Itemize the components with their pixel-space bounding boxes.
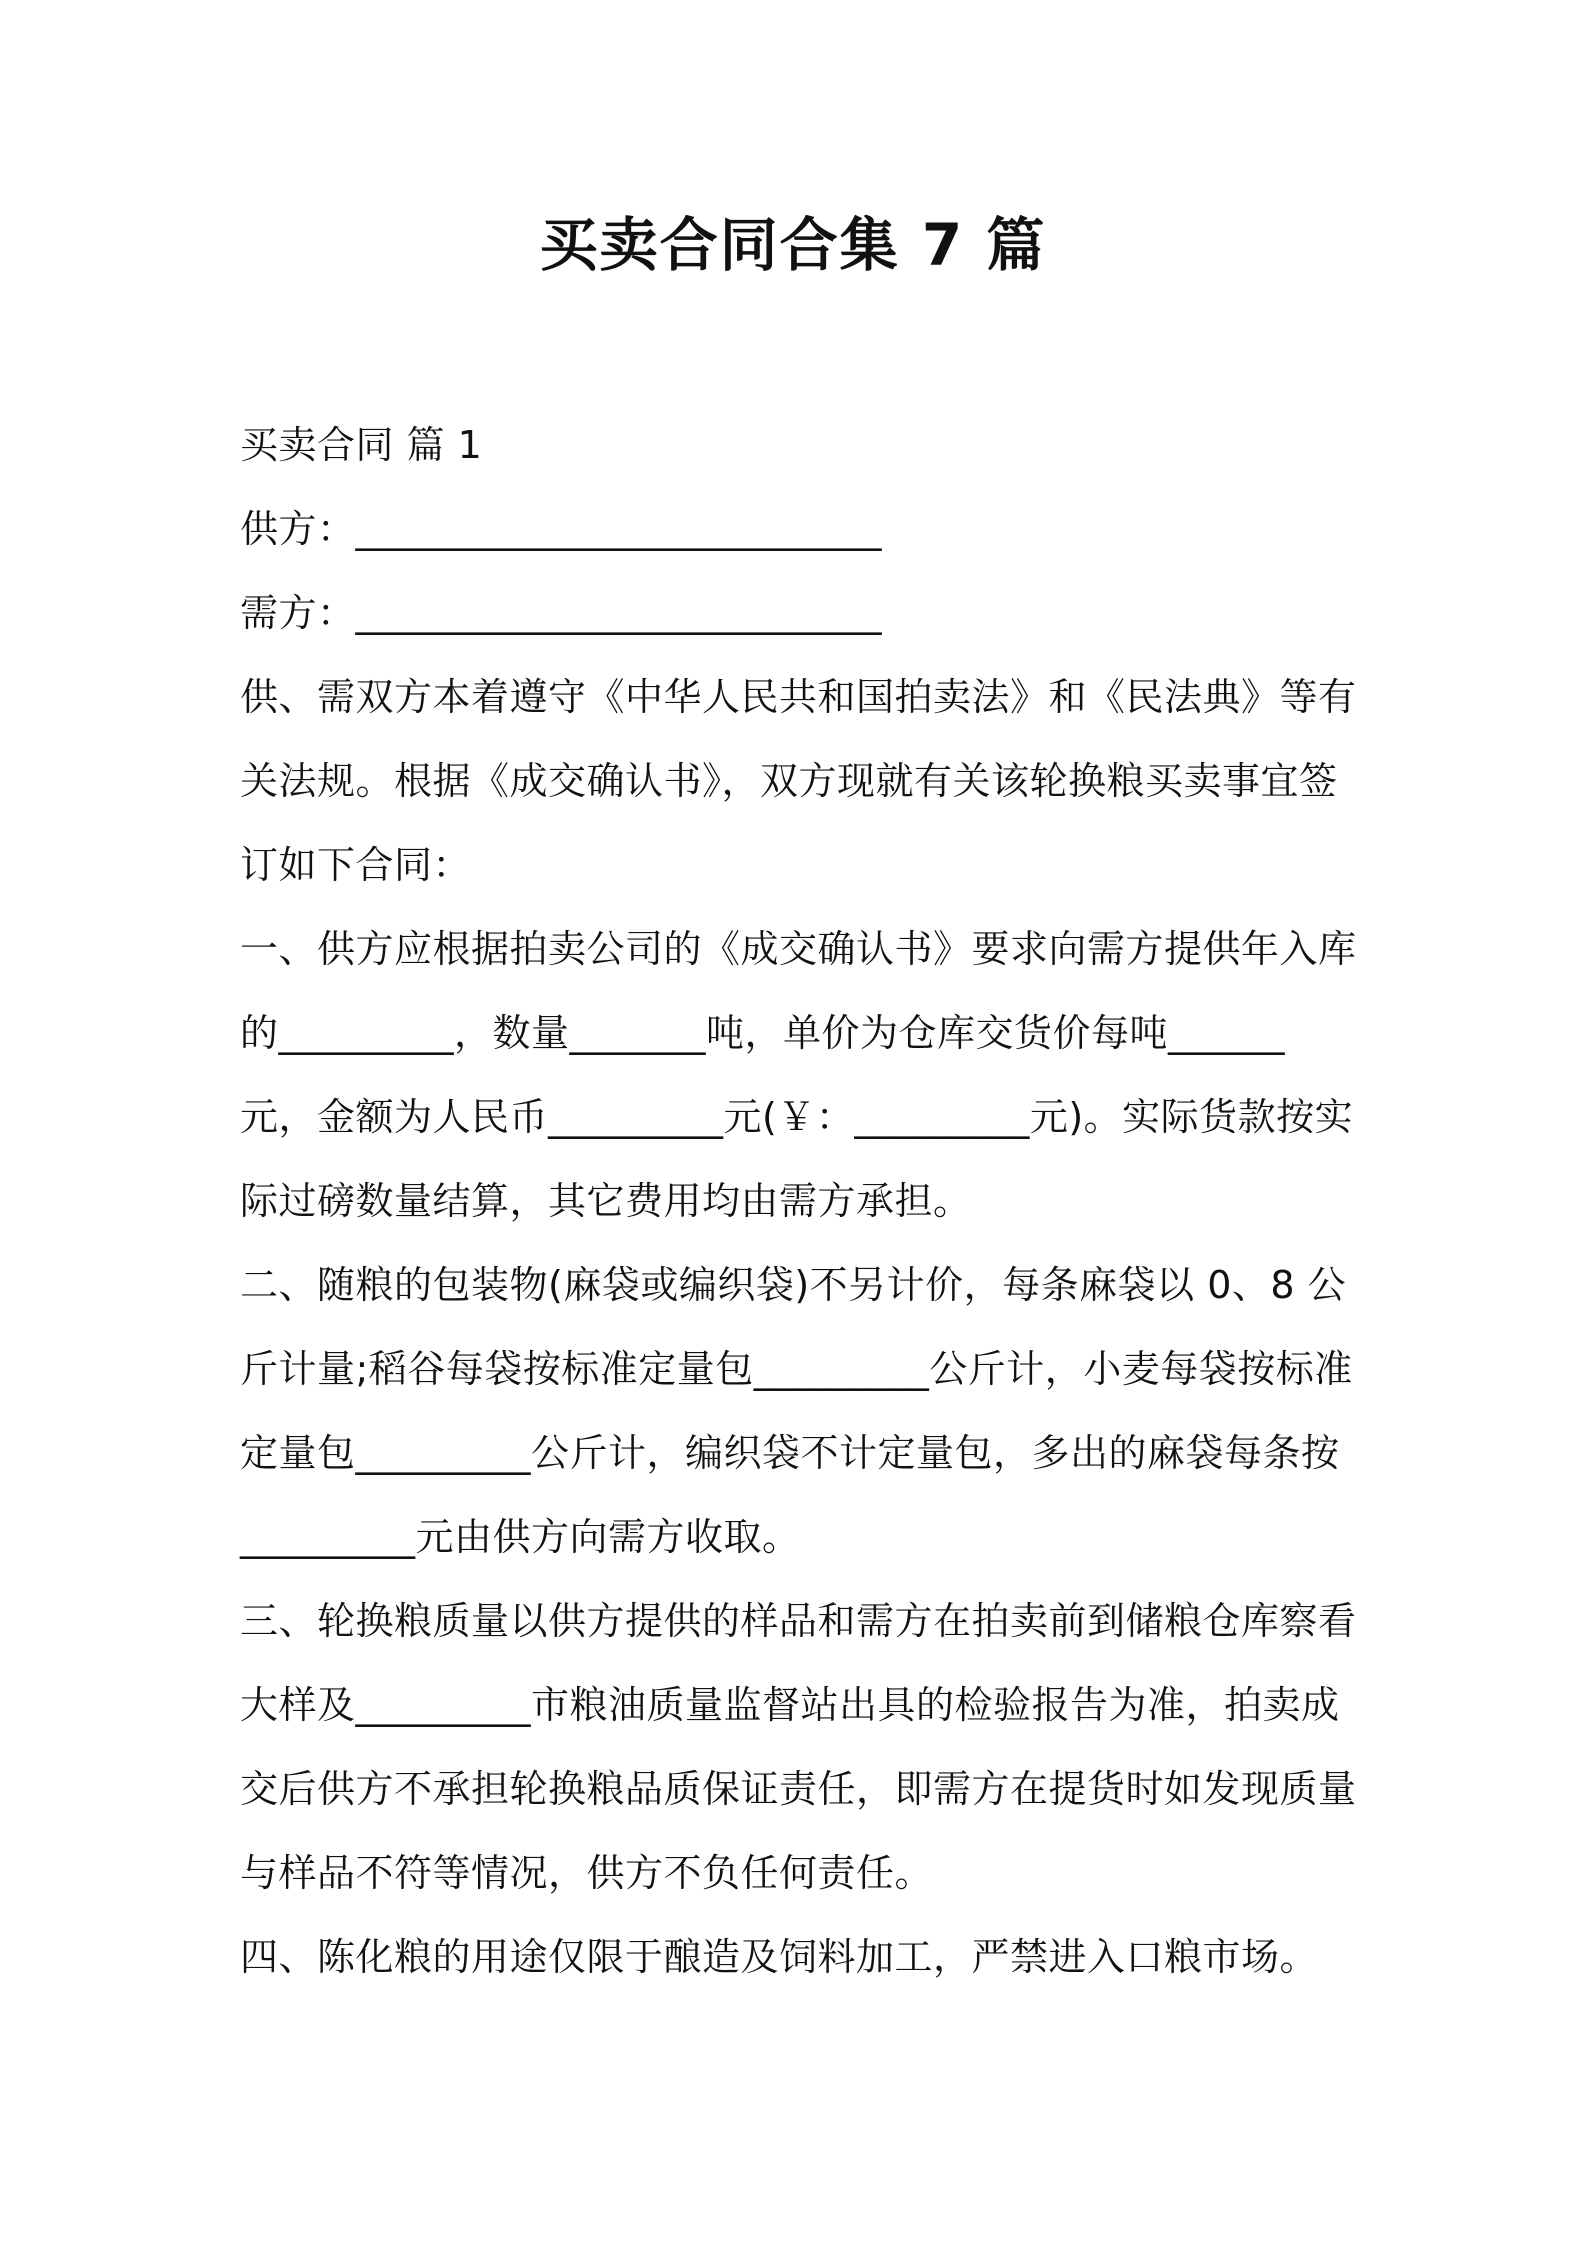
preamble-paragraph: 供、需双方本着遵守《中华人民共和国拍卖法》和《民法典》等有关法规。根据《成交确认书》，双方现就有关该轮换粮买卖事宜签订如下合同： — [240, 675, 1357, 887]
clause-4-paragraph: 四、陈化粮的用途仅限于酿造及饲料加工，严禁进入口粮市场。 — [240, 1935, 1319, 1979]
clause-1-paragraph: 一、供方应根据拍卖公司的《成交确认书》要求向需方提供年入库的_________，数量_______吨，单价为仓库交货价每吨______元，金额为人民币_________元(￥：_________元)。实际货款按实际过磅数量结算，其它费用均由需方承担。 — [240, 927, 1357, 1223]
buyer-line: 需方：___________________________ — [240, 591, 883, 635]
document-title: 买卖合同合集 7 篇 — [539, 211, 1047, 279]
document-body — [240, 403, 1360, 1999]
clause-2-paragraph: 二、随粮的包装物(麻袋或编织袋)不另计价，每条麻袋以 0、8 公斤计量;稻谷每袋按标准定量包_________公斤计，小麦每袋按标准定量包_________公斤计，编织袋不计定量包，多出的麻袋每条按_________元由供方向需方收取。 — [240, 1263, 1353, 1559]
supplier-line: 供方：___________________________ — [240, 507, 883, 551]
section-heading: 买卖合同 篇 1 — [240, 423, 483, 467]
clause-3-paragraph: 三、轮换粮质量以供方提供的样品和需方在拍卖前到储粮仓库察看大样及_________市粮油质量监督站出具的检验报告为准，拍卖成交后供方不承担轮换粮品质保证责任，即需方在提货时如发现质量与样品不符等情况，供方不负任何责任。 — [240, 1599, 1357, 1895]
